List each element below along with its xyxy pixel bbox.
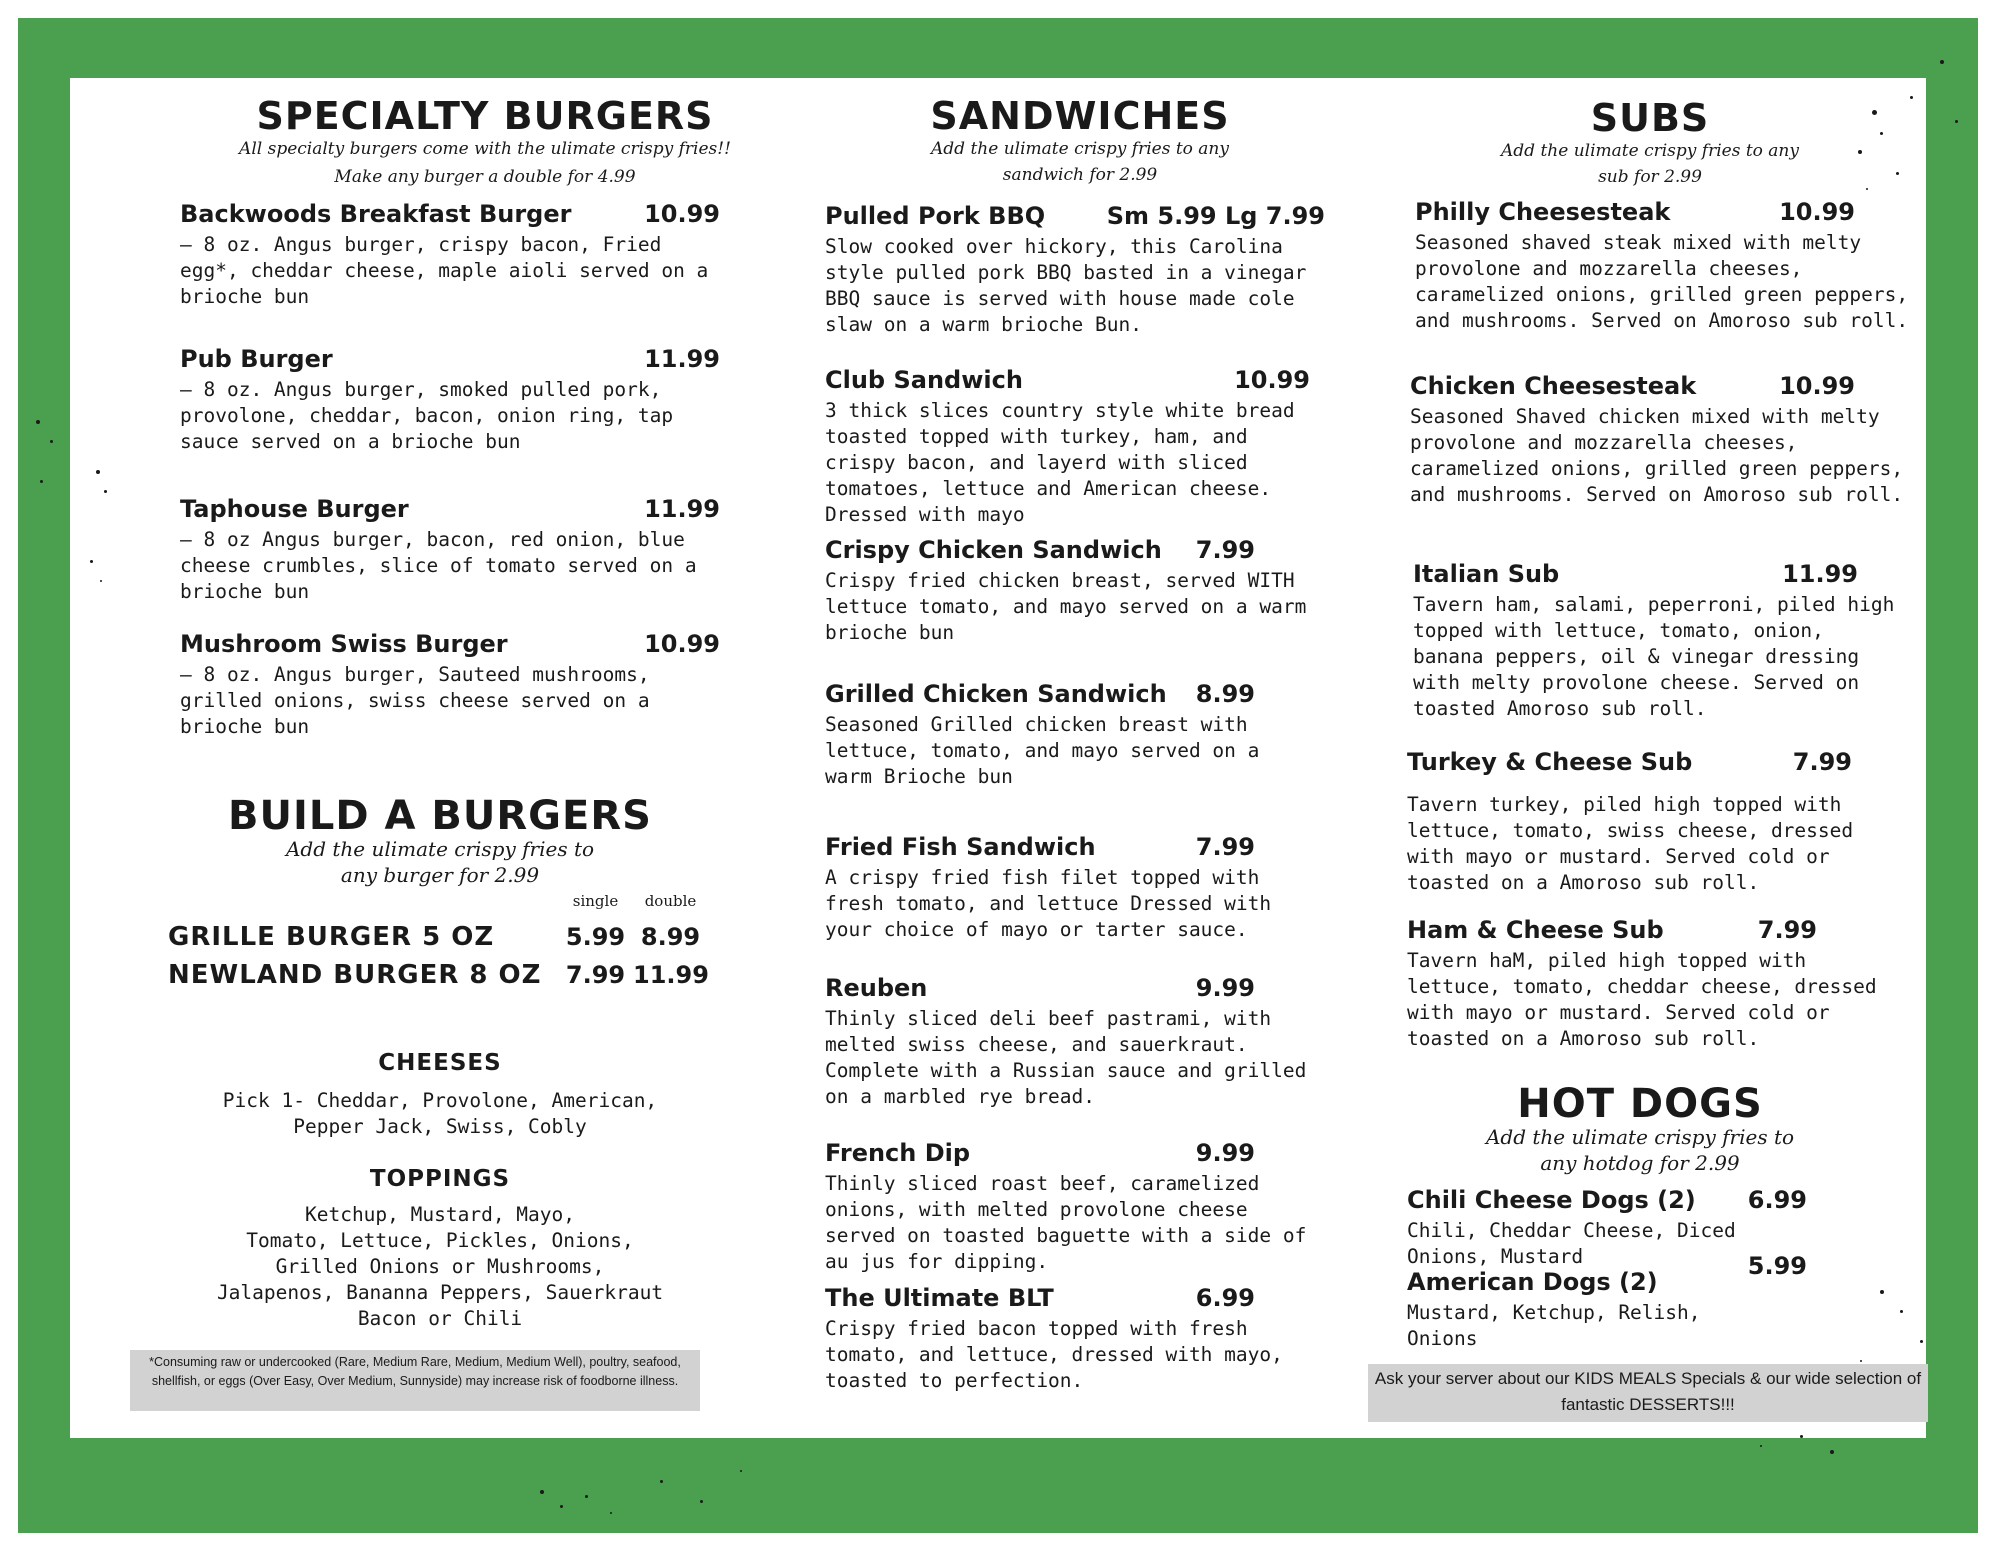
item-description: – 8 oz Angus burger, bacon, red onion, blue cheese crumbles, slice of tomato served on a brioche bun — [180, 528, 697, 603]
cheeses-line: Pick 1- Cheddar, Provolone, American, — [222, 1089, 658, 1112]
menu-page — [70, 78, 1926, 1438]
menu-item — [180, 493, 720, 605]
toppings-line: Bacon or Chili — [357, 1307, 523, 1330]
subs-title: SUBS — [1590, 96, 1710, 140]
item-name: Grilled Chicken Sandwich — [825, 680, 1167, 708]
item-price: 7.99 — [1195, 536, 1255, 564]
sandwiches-note: Add the ulimate crispy fries to any — [931, 139, 1229, 159]
item-price: 9.99 — [1195, 1139, 1255, 1167]
item-price: 11.99 — [1782, 560, 1858, 588]
item-name: Italian Sub — [1413, 560, 1560, 588]
foodborne-disclaimer: *Consuming raw or undercooked (Rare, Medium Rare, Medium, Medium Well), poultry, seafood, shellfish, or eggs (Over Easy, Over Medium, Sunnyside) may increase risk of foodborne illness. — [130, 1350, 700, 1411]
item-name: Mushroom Swiss Burger — [180, 630, 508, 658]
menu-item — [1407, 746, 1877, 896]
item-price: 6.99 — [1747, 1186, 1807, 1214]
item-price: 10.99 — [1234, 366, 1310, 394]
build-column-headers — [558, 892, 708, 910]
item-price: 11.99 — [644, 495, 720, 523]
item-name: Pulled Pork BBQ — [825, 202, 1046, 230]
item-name: Ham & Cheese Sub — [1407, 916, 1664, 944]
item-price: 5.99 — [1747, 1252, 1807, 1280]
toppings-list — [140, 1202, 740, 1332]
item-price: Sm 5.99 Lg 7.99 — [1106, 202, 1325, 230]
item-description: Chili, Cheddar Cheese, Diced Onions, Mustard — [1407, 1219, 1736, 1268]
menu-item — [825, 972, 1315, 1110]
item-name: Turkey & Cheese Sub — [1407, 748, 1693, 776]
item-name: Reuben — [825, 974, 928, 1002]
item-price: 9.99 — [1195, 974, 1255, 1002]
item-name: The Ultimate BLT — [825, 1284, 1054, 1312]
item-description: Thinly sliced roast beef, caramelized onions, with melted provolone cheese served on toasted baguette with a side of au jus for dipping. — [825, 1172, 1307, 1273]
subs-note: sub for 2.99 — [1598, 167, 1702, 187]
item-price: 10.99 — [644, 630, 720, 658]
specialty-note-fries: All specialty burgers come with the ulimate crispy fries!! — [239, 139, 731, 159]
hot-dogs-title: HOT DOGS — [1517, 1081, 1763, 1127]
toppings-line: Jalapenos, Bananna Peppers, Sauerkraut — [216, 1281, 664, 1304]
build-double-price: 11.99 — [633, 961, 709, 989]
toppings-line: Ketchup, Mustard, Mayo, — [304, 1203, 576, 1226]
item-description: – 8 oz. Angus burger, crispy bacon, Fried egg*, cheddar cheese, maple aioli served on a brioche bun — [180, 233, 709, 308]
menu-item — [180, 198, 720, 310]
item-name: Fried Fish Sandwich — [825, 833, 1096, 861]
item-name: Philly Cheesesteak — [1415, 198, 1671, 226]
item-description: Thinly sliced deli beef pastrami, with melted swiss cheese, and sauerkraut. Complete with a Russian sauce and grilled on a marbled rye bread. — [825, 1007, 1307, 1108]
item-description: Seasoned shaved steak mixed with melty provolone and mozzarella cheeses, caramelized onions, grilled green peppers, and mushrooms. Served on Amoroso sub roll. — [1415, 231, 1909, 332]
item-name: Crispy Chicken Sandwich — [825, 536, 1162, 564]
build-note-fries: Add the ulimate crispy fries to — [285, 837, 595, 861]
cheeses-title: CHEESES — [378, 1050, 502, 1076]
item-name: Chicken Cheesesteak — [1410, 372, 1697, 400]
menu-item — [1410, 370, 1910, 508]
build-row — [168, 960, 708, 990]
item-name: Backwoods Breakfast Burger — [180, 200, 572, 228]
item-name: Club Sandwich — [825, 366, 1023, 394]
menu-item — [180, 343, 720, 455]
item-description: – 8 oz. Angus burger, smoked pulled pork, provolone, cheddar, bacon, onion ring, tap sauce served on a brioche bun — [180, 378, 674, 453]
sandwiches-note: sandwich for 2.99 — [1002, 165, 1158, 185]
menu-item — [825, 1282, 1315, 1394]
item-description: Mustard, Ketchup, Relish, Onions — [1407, 1301, 1701, 1350]
item-price: 6.99 — [1195, 1284, 1255, 1312]
item-name: French Dip — [825, 1139, 971, 1167]
hotdogs-note: Add the ulimate crispy fries to — [1485, 1125, 1795, 1149]
build-a-burgers-title: BUILD A BURGERS — [228, 793, 652, 839]
item-description: Tavern haM, piled high topped with lettuce, tomato, cheddar cheese, dressed with mayo or mustard. Served cold or toasted on a Amoroso sub roll. — [1407, 949, 1877, 1050]
item-description: Seasoned Shaved chicken mixed with melty provolone and mozzarella cheeses, caramelized onions, grilled green peppers, and mushrooms. Served on Amoroso sub roll. — [1410, 405, 1904, 506]
item-name: Taphouse Burger — [180, 495, 409, 523]
build-name: NEWLAND BURGER 8 OZ — [168, 960, 542, 990]
item-description: Crispy fried bacon topped with fresh tomato, and lettuce, dressed with mayo, toasted to perfection. — [825, 1317, 1283, 1392]
item-description: Seasoned Grilled chicken breast with lettuce, tomato, and mayo served on a warm Brioche bun — [825, 713, 1260, 788]
menu-item — [1407, 1252, 1827, 1352]
toppings-title: TOPPINGS — [369, 1166, 511, 1192]
item-price: 11.99 — [644, 345, 720, 373]
item-price: 10.99 — [1779, 372, 1855, 400]
menu-item — [825, 831, 1315, 943]
item-description: Tavern turkey, piled high topped with lettuce, tomato, swiss cheese, dressed with mayo or mustard. Served cold or toasted on a Amoroso sub roll. — [1407, 793, 1854, 894]
item-name: Chili Cheese Dogs (2) — [1407, 1186, 1696, 1214]
menu-item — [1413, 558, 1903, 722]
item-price: 10.99 — [1779, 198, 1855, 226]
item-name: American Dogs (2) — [1407, 1268, 1658, 1296]
double-header: double — [644, 892, 697, 910]
menu-item — [825, 364, 1310, 528]
item-name: Pub Burger — [180, 345, 333, 373]
item-description: A crispy fried fish filet topped with fresh tomato, and lettuce Dressed with your choice of mayo or tarter sauce. — [825, 866, 1272, 941]
item-price: 7.99 — [1757, 916, 1817, 944]
menu-item — [180, 628, 720, 740]
kids-meals-notice: Ask your server about our KIDS MEALS Specials & our wide selection of fantastic DESSERTS!!! — [1368, 1364, 1928, 1422]
specialty-note-double: Make any burger a double for 4.99 — [334, 167, 636, 187]
build-single-price: 7.99 — [565, 961, 626, 989]
build-name: GRILLE BURGER 5 OZ — [168, 922, 495, 952]
build-single-price: 5.99 — [565, 923, 626, 951]
menu-item — [825, 678, 1295, 790]
item-price: 8.99 — [1195, 680, 1255, 708]
toppings-line: Tomato, Lettuce, Pickles, Onions, — [246, 1229, 634, 1252]
item-price: 10.99 — [644, 200, 720, 228]
menu-item — [1407, 914, 1887, 1052]
specialty-burgers-title: SPECIALTY BURGERS — [256, 94, 714, 138]
sandwiches-title: SANDWICHES — [930, 94, 1230, 138]
menu-item — [825, 534, 1310, 646]
item-price: 7.99 — [1195, 833, 1255, 861]
build-row — [168, 922, 708, 952]
subs-note: Add the ulimate crispy fries to any — [1501, 141, 1799, 161]
menu-item — [1415, 196, 1915, 334]
single-header: single — [572, 892, 619, 910]
item-price: 7.99 — [1792, 748, 1852, 776]
item-description: 3 thick slices country style white bread toasted topped with turkey, ham, and crispy bacon, and layerd with sliced tomatoes, lettuce and American cheese. Dressed with mayo — [825, 399, 1295, 526]
item-description: Tavern ham, salami, peperroni, piled high topped with lettuce, tomato, onion, banana peppers, oil & vinegar dressing with melty provolone cheese. Served on toasted Amoroso sub roll. — [1413, 593, 1895, 720]
item-description: Crispy fried chicken breast, served WITH lettuce tomato, and mayo served on a warm brioche bun — [825, 569, 1307, 644]
toppings-line: Grilled Onions or Mushrooms, — [275, 1255, 605, 1278]
menu-item — [825, 1137, 1315, 1275]
cheeses-line: Pepper Jack, Swiss, Cobly — [293, 1115, 587, 1138]
item-description: Slow cooked over hickory, this Carolina style pulled pork BBQ basted in a vinegar BBQ sauce is served with house made cole slaw on a warm brioche Bun. — [825, 235, 1307, 336]
hotdogs-note: any hotdog for 2.99 — [1540, 1151, 1740, 1175]
build-note-price: any burger for 2.99 — [340, 863, 540, 887]
menu-item — [825, 200, 1325, 338]
build-double-price: 8.99 — [640, 923, 701, 951]
item-description: – 8 oz. Angus burger, Sauteed mushrooms, grilled onions, swiss cheese served on a brioche bun — [180, 663, 650, 738]
